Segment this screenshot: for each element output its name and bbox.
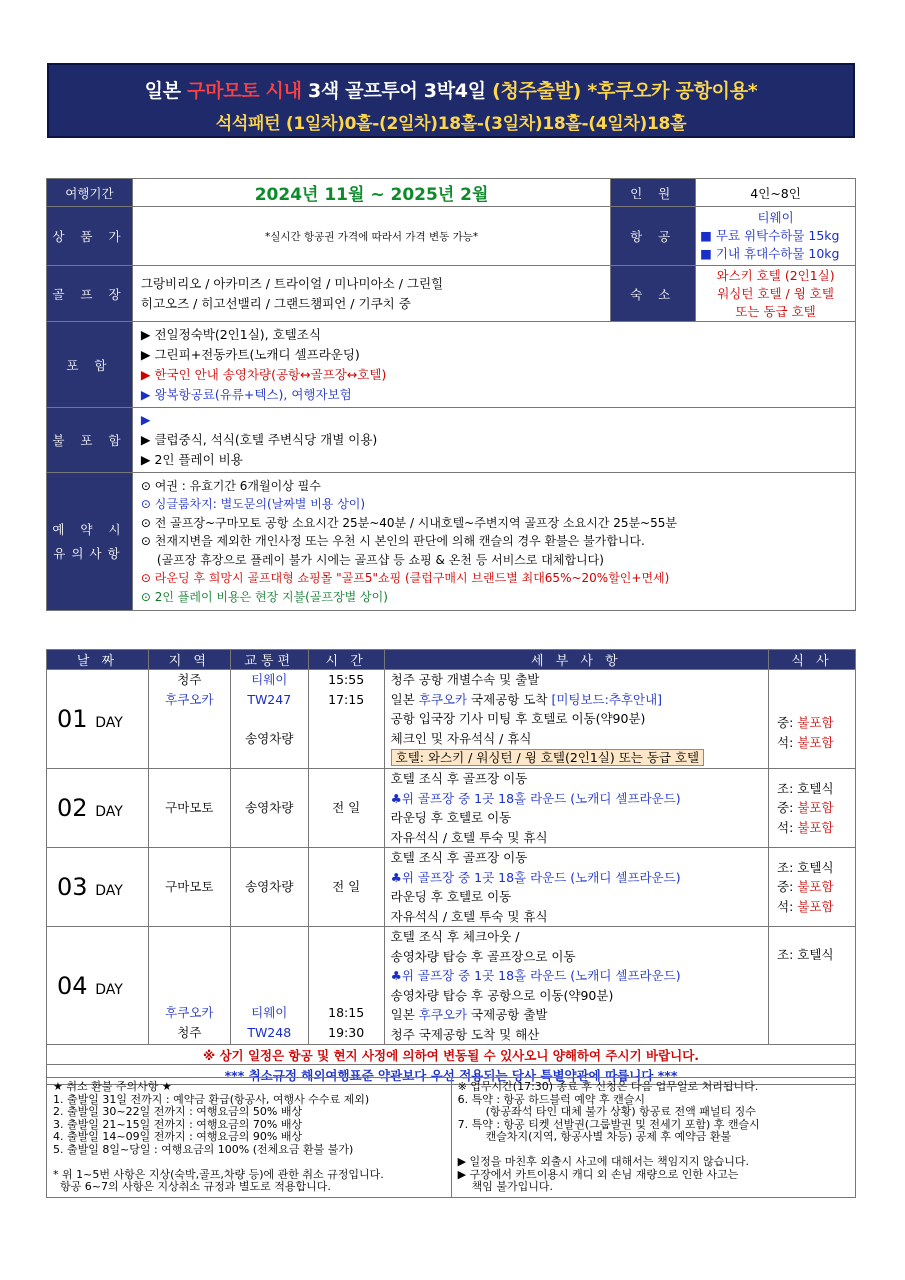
detail-text: 일본 xyxy=(390,1007,419,1022)
notes-label xyxy=(47,473,133,611)
detail-line: 라운딩 후 호텔로 이동 xyxy=(390,810,512,825)
included-label: 포 함 xyxy=(47,322,133,408)
day-number: 01 xyxy=(57,705,88,733)
excluded-list xyxy=(132,408,855,473)
col-time: 시 간 xyxy=(308,650,384,670)
meal xyxy=(769,848,856,927)
detail-line: 송영차량 탑승 후 공항으로 이동(약90분) xyxy=(390,987,614,1003)
detail-line: 호텔 조식 후 골프장 이동 xyxy=(390,850,528,865)
included-item: ▶ 전일정숙박(2인1실), 호텔조식 xyxy=(140,326,321,342)
transport-line: TW247 xyxy=(247,691,292,707)
detail-line: 청주 공항 개별수속 및 출발 xyxy=(390,672,540,688)
day-suffix: DAY xyxy=(95,715,123,731)
price-label: 상 품 가 xyxy=(47,207,133,266)
baggage-checked: ■ 무료 위탁수하물 15kg xyxy=(700,228,840,243)
detail-line: 라운딩 후 호텔로 이동 xyxy=(390,889,512,904)
area-line: 청주 xyxy=(177,672,202,687)
detail xyxy=(384,769,768,848)
notes-label-line: 예 약 시 xyxy=(52,521,127,537)
banner-destination: 구마모토 시내 xyxy=(187,80,302,102)
transport xyxy=(230,670,308,769)
info-table xyxy=(46,178,856,611)
golf-list-2: 히고오즈 / 히고선밸리 / 그랜드챔피언 / 기쿠치 중 xyxy=(140,295,411,311)
footer-line: 책임 불가입니다. xyxy=(457,1180,553,1193)
day-label xyxy=(47,927,149,1045)
meal-text: 석: xyxy=(777,819,798,835)
time-line: 17:15 xyxy=(328,691,365,707)
meal-text: 불포함 xyxy=(797,800,834,816)
excluded-label: 불 포 함 xyxy=(47,408,133,473)
transport: 송영차량 xyxy=(230,769,308,848)
excluded-item: ▶ 2인 플레이 비용 xyxy=(140,452,243,467)
note-item: ⊙ 싱글룸차지: 별도문의(날짜별 비용 상이) xyxy=(140,497,366,512)
meal-line xyxy=(777,877,847,897)
footer-line: (항공좌석 타인 대체 불가 상황) 항공료 전액 패널티 징수 xyxy=(457,1105,756,1118)
golf-courses xyxy=(132,266,610,322)
meal-line: 조: 호텔식 xyxy=(777,780,834,796)
excluded-item: ▶ 클럽중식, 석식(호텔 주변식당 개별 이용) xyxy=(140,432,378,447)
day-label xyxy=(47,769,149,848)
golf-label: 골 프 장 xyxy=(47,266,133,322)
banner-title-part: 3색 골프투어 3박4일 xyxy=(301,80,493,102)
footer-line xyxy=(53,1156,445,1169)
meal-text: 불포함 xyxy=(797,879,834,895)
detail-line: 호텔 조식 후 체크아웃 / xyxy=(390,929,520,944)
note-item: ⊙ 2인 플레이 비용은 현장 지불(골프장별 상이) xyxy=(140,589,388,604)
hotel-line-1: 와스키 호텔 (2인1실) xyxy=(716,267,835,283)
banner-title-part: 일본 xyxy=(144,80,188,102)
time-line: 15:55 xyxy=(328,672,365,687)
detail-line: 송영차량 탑승 후 골프장으로 이동 xyxy=(390,948,576,964)
detail-line: 공항 입국장 기사 미팅 후 호텔로 이동(약90분) xyxy=(390,711,646,727)
detail-text: 국제공항 도착 xyxy=(467,691,552,707)
people-label: 인 원 xyxy=(611,179,696,207)
airline-name: 티웨이 xyxy=(757,210,794,225)
day-suffix: DAY xyxy=(95,804,123,820)
day-number: 03 xyxy=(57,873,88,901)
notes-list xyxy=(132,473,855,611)
golf-list-1: 그랑비리오 / 아카미즈 / 트라이얼 / 미나미아소 / 그린힐 xyxy=(140,275,444,291)
banner-airport: *후쿠오카 공항이용* xyxy=(581,80,758,102)
footer-line: ※ 업무시간(17:30) 종료 후 신청은 다음 업무일로 처리됩니다. xyxy=(457,1080,759,1093)
detail-line: ♣위 골프장 중 1곳 18홀 라운드 (노캐디 셀프라운드) xyxy=(390,968,681,983)
detail xyxy=(384,670,768,769)
detail-line: ♣위 골프장 중 1곳 18홀 라운드 (노캐디 셀프라운드) xyxy=(390,869,681,885)
footer-line: 1. 출발일 31일 전까지 : 예약금 환급(항공사, 여행사 수수료 제외) xyxy=(53,1092,370,1106)
day-suffix: DAY xyxy=(95,981,123,998)
banner-subtitle: 석석패턴 (1일차)0홀-(2일차)18홀-(3일차)18홀-(4일차)18홀 xyxy=(215,114,687,134)
detail-line xyxy=(391,1005,762,1025)
meal xyxy=(769,927,856,1045)
meal-text: 불포함 xyxy=(797,734,834,750)
meal-text: 석: xyxy=(777,734,798,750)
included-item: ▶ 왕복항공료(유류+텍스), 여행자보험 xyxy=(140,386,352,402)
footer-line: ★ 취소 환불 주의사항 ★ xyxy=(53,1080,172,1093)
day-row-3 xyxy=(47,848,856,927)
period-label: 여행기간 xyxy=(47,179,133,207)
note-item: ⊙ 천재지변을 제외한 개인사정 또는 우천 시 본인의 판단에 의해 캔슬의 경우 환불은 불가합니다. xyxy=(140,534,645,549)
area-line: 후쿠오카 xyxy=(165,691,214,707)
detail-text: [미팅보드:추후안내] xyxy=(551,691,663,707)
detail xyxy=(384,848,768,927)
time: 전 일 xyxy=(308,769,384,848)
refund-rules xyxy=(47,1078,452,1198)
detail-line: ♣위 골프장 중 1곳 18홀 라운드 (노캐디 셀프라운드) xyxy=(390,790,681,806)
meal-text: 불포함 xyxy=(797,819,834,835)
note-item: (골프장 휴장으로 플레이 불가 시에는 골프샵 등 쇼핑 & 온천 등 서비스로 대체합니다) xyxy=(156,552,604,567)
footer-line: 캔슬차지(지역, 항공사별 차등) 공제 후 예약금 환불 xyxy=(457,1130,732,1143)
transport-line: 티웨이 xyxy=(251,1005,288,1020)
hotel-label: 숙 소 xyxy=(611,266,696,322)
footer-line: ▶ 구장에서 카트이용시 캐디 외 손님 재량으로 인한 사고는 xyxy=(457,1167,739,1181)
time-line: 18:15 xyxy=(328,1005,365,1020)
detail-text: 일본 xyxy=(390,691,419,707)
people-count: 4인~8인 xyxy=(696,179,856,207)
cancel-policy-notice: *** 취소규정 해외여행표준 약관보다 우선 적용되는 당사 특별약관에 따릅니다 *** xyxy=(47,1065,856,1085)
meal-text: 중: xyxy=(777,715,798,730)
col-transport: 교통편 xyxy=(230,650,308,670)
time xyxy=(308,670,384,769)
time: 전 일 xyxy=(308,848,384,927)
time-line: 19:30 xyxy=(328,1024,365,1040)
area-line: 청주 xyxy=(177,1024,202,1040)
footer-line: 항공 6~7의 사항은 지상취소 규정과 별도로 적용합니다. xyxy=(53,1180,331,1193)
detail-line: 자유석식 / 호텔 투숙 및 휴식 xyxy=(390,908,548,924)
area xyxy=(148,670,230,769)
area-line: 후쿠오카 xyxy=(165,1005,214,1020)
transport-line: 송영차량 xyxy=(245,730,294,746)
notes-label-line: 유의사항 xyxy=(53,545,126,561)
detail-text: 후쿠오카 xyxy=(418,1007,468,1022)
meal-line xyxy=(777,713,847,733)
note-item: ⊙ 여권 : 유효기간 6개월이상 필수 xyxy=(140,478,321,493)
day-number: 02 xyxy=(57,794,88,822)
footer-line: 6. 특약 : 항공 하드블럭 예약 후 캔슬시 xyxy=(457,1092,646,1106)
included-item: ▶ 한국인 안내 송영차량(공항↔골프장↔호텔) xyxy=(140,366,387,382)
detail-line xyxy=(391,690,762,710)
air-label: 항 공 xyxy=(611,207,696,266)
baggage-carry: ■ 기내 휴대수하물 10kg xyxy=(700,246,840,261)
detail-line: 호텔 조식 후 골프장 이동 xyxy=(390,771,528,786)
hotel-line-3: 또는 동급 호텔 xyxy=(735,303,816,319)
transport-line: TW248 xyxy=(247,1024,292,1040)
footer-line: 7. 특약 : 항공 티켓 선발권(그룹발권 및 전세기 포함) 후 캔슬시 xyxy=(457,1117,760,1131)
included-list xyxy=(132,322,855,408)
travel-period: 2024년 11월 ~ 2025년 2월 xyxy=(132,179,610,207)
airline-info xyxy=(696,207,856,266)
footer-line: 4. 출발일 14~09일 전까지 : 여행요금의 90% 배상 xyxy=(53,1130,303,1143)
detail-line: 체크인 및 자유석식 / 휴식 xyxy=(390,730,532,746)
title-banner xyxy=(47,63,855,138)
time xyxy=(308,927,384,1045)
detail-text: 국제공항 출발 xyxy=(467,1007,548,1022)
transport xyxy=(230,927,308,1045)
cancellation-table xyxy=(46,1077,856,1198)
banner-title xyxy=(49,76,853,103)
meal-text: 불포함 xyxy=(797,898,834,914)
col-area: 지 역 xyxy=(148,650,230,670)
hotel-line-2: 워싱턴 호텔 / 윙 호텔 xyxy=(717,285,834,301)
meal-text: 중: xyxy=(777,879,798,895)
meal-line xyxy=(777,897,847,917)
special-terms xyxy=(451,1078,855,1198)
footer-line: 5. 출발일 8일~당일 : 여행요금의 100% (전체요금 환불 불가) xyxy=(53,1142,354,1156)
note-item: ⊙ 전 골프장~구마모토 공항 소요시간 25분~40분 / 시내호텔~주변지역 골프장 소요시간 25분~55분 xyxy=(140,515,677,530)
meal xyxy=(769,670,856,769)
col-date: 날 짜 xyxy=(47,650,149,670)
meal-line xyxy=(777,818,847,838)
excluded-item: ▶ xyxy=(140,412,151,427)
day-row-1 xyxy=(47,670,856,769)
note-item: ⊙ 라운딩 후 희망시 골프대형 쇼핑몰 "골프5"쇼핑 (클럽구매시 브랜드별 최대65%~20%할인+면세) xyxy=(140,571,670,586)
footer-line: 2. 출발일 30~22일 전까지 : 여행요금의 50% 배상 xyxy=(53,1105,303,1118)
detail-text: 후쿠오카 xyxy=(418,691,468,707)
schedule-notice: ※ 상기 일정은 항공 및 현지 사정에 의하여 변동될 수 있사오니 양해하여 주시기 바랍니다. xyxy=(47,1045,856,1065)
meal-text: 석: xyxy=(777,898,798,914)
transport: 송영차량 xyxy=(230,848,308,927)
area xyxy=(148,927,230,1045)
meal-text: 중: xyxy=(777,800,798,816)
schedule-table xyxy=(46,649,856,1085)
day-label xyxy=(47,848,149,927)
hotel-info xyxy=(696,266,856,322)
meal-line: 조: 호텔식 xyxy=(777,859,834,875)
meal-line: 조: 호텔식 xyxy=(777,947,834,962)
price-note: *실시간 항공권 가격에 따라서 가격 변동 가능* xyxy=(132,207,610,266)
day-number: 04 xyxy=(57,971,88,1000)
footer-line: ▶ 일정을 마친후 외출시 사고에 대해서는 책임지지 않습니다. xyxy=(457,1155,750,1168)
col-detail: 세 부 사 항 xyxy=(384,650,768,670)
day-suffix: DAY xyxy=(95,883,123,899)
day-row-4 xyxy=(47,927,856,1045)
banner-departure: (청주출발) xyxy=(492,80,582,102)
day-row-2 xyxy=(47,769,856,848)
meal-line xyxy=(777,733,847,753)
day-label xyxy=(47,670,149,769)
col-meal: 식 사 xyxy=(769,650,856,670)
transport-line: 티웨이 xyxy=(251,672,288,687)
footer-line: 3. 출발일 21~15일 전까지 : 여행요금의 70% 배상 xyxy=(53,1117,303,1131)
detail xyxy=(384,927,768,1045)
area: 구마모토 xyxy=(148,848,230,927)
meal-text: 불포함 xyxy=(797,715,834,730)
meal xyxy=(769,769,856,848)
meal-line xyxy=(777,798,847,818)
detail-line: 자유석식 / 호텔 투숙 및 휴식 xyxy=(390,829,548,845)
hotel-highlight: 호텔: 와스키 / 워싱턴 / 윙 호텔(2인1실) 또는 동급 호텔 xyxy=(391,749,704,766)
detail-line: 청주 국제공항 도착 및 해산 xyxy=(390,1026,540,1042)
included-item: ▶ 그린피+전동카트(노캐디 셀프라운딩) xyxy=(140,346,360,362)
footer-line: * 위 1~5번 사항은 지상(숙박,골프,차량 등)에 관한 취소 규정입니다. xyxy=(53,1167,384,1181)
area: 구마모토 xyxy=(148,769,230,848)
